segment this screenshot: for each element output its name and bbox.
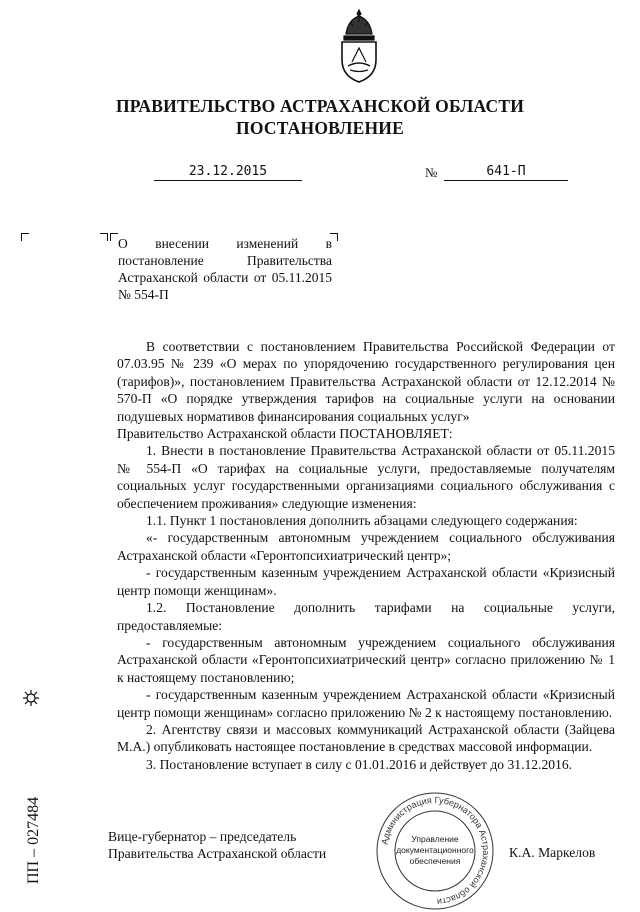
body-paragraph: - государственным автономным учреждением социального обслуживания Астраханской области «Геронтопсихиатрический центр» согласно приложению № 1 к настоящему постановлению; [117, 634, 615, 685]
number-sign: № [425, 165, 438, 180]
signatory-position-line: Правительства Астраханской области [108, 846, 327, 862]
document-date: 23.12.2015 [154, 164, 302, 181]
stamp-ring-text: Администрация Губернатора Астраханской области [379, 794, 492, 908]
ornament-icon [23, 690, 39, 706]
body-paragraph: 1.2. Постановление дополнить тарифами на социальные услуги, предоставляемые: [117, 600, 615, 633]
body-paragraph: В соответствии с постановлением Правительства Российской Федерации от 07.03.95 № 239 «О мерах по упорядочению государственного регулирования цен (тарифов)», постановлением Правительства Астраханской области от 12.12.2014 № 570-П «О порядке утверждения тарифов на социальные услуги на основании подушевых нормативов финансирования социальных услуг» [117, 339, 615, 424]
document-body [117, 338, 615, 773]
body-paragraph: Правительство Астраханской области ПОСТАНОВЛЯЕТ: [117, 426, 453, 442]
body-paragraph: - государственным казенным учреждением Астраханской области «Кризисный центр помощи женщинам» согласно приложению № 2 к настоящему постановлению. [117, 687, 615, 720]
body-paragraph: 3. Постановление вступает в силу с 01.01.2016 и действует до 31.12.2016. [146, 756, 573, 772]
signatory-name: К.А. Маркелов [509, 845, 596, 860]
side-serial-text: ПП – 027484 [25, 796, 42, 884]
stamp-center-text: обеспечения [409, 856, 461, 866]
signatory-position-line: Вице-губернатор – председатель [108, 829, 297, 844]
issuer-title: ПРАВИТЕЛЬСТВО АСТРАХАНСКОЙ ОБЛАСТИ [115, 96, 525, 116]
body-paragraph: «- государственным автономным учреждением социального обслуживания Астраханской области «Геронтопсихиатрический центр»; [117, 530, 615, 563]
stamp-center-text: документационного [396, 845, 474, 855]
body-paragraph: 2. Агентству связи и массовых коммуникаций Астраханской области (Зайцева М.А.) опубликовать настоящее постановление в средствах массовой информации. [117, 721, 615, 755]
corner-mark [110, 233, 118, 241]
document-type-title: ПОСТАНОВЛЕНИЕ [236, 118, 404, 138]
body-paragraph: 1. Внести в постановление Правительства Астраханской области от 05.11.2015 № 554-П «О тарифах на социальные услуги, предоставляемые получателям социальных услуг государственными организациями социального обслуживания с обеспечением проживания» следующие изменения: [117, 443, 615, 511]
side-serial-mark [14, 686, 48, 886]
document-number: 641-П [444, 164, 568, 181]
coat-of-arms-emblem [334, 8, 384, 86]
corner-mark [100, 233, 108, 241]
body-paragraph: - государственным казенным учреждением Астраханской области «Кризисный центр помощи женщинам». [117, 565, 615, 598]
body-paragraph: 1.1. Пункт 1 постановления дополнить абзацами следующего содержания: [146, 513, 578, 529]
document-subject: О внесении изменений в постановление Правительства Астраханской области от 05.11.2015 № 554-П [118, 236, 332, 302]
corner-mark [21, 233, 29, 241]
official-stamp [374, 790, 496, 912]
signatory-position [108, 828, 326, 863]
stamp-center-text: Управление [411, 834, 459, 844]
